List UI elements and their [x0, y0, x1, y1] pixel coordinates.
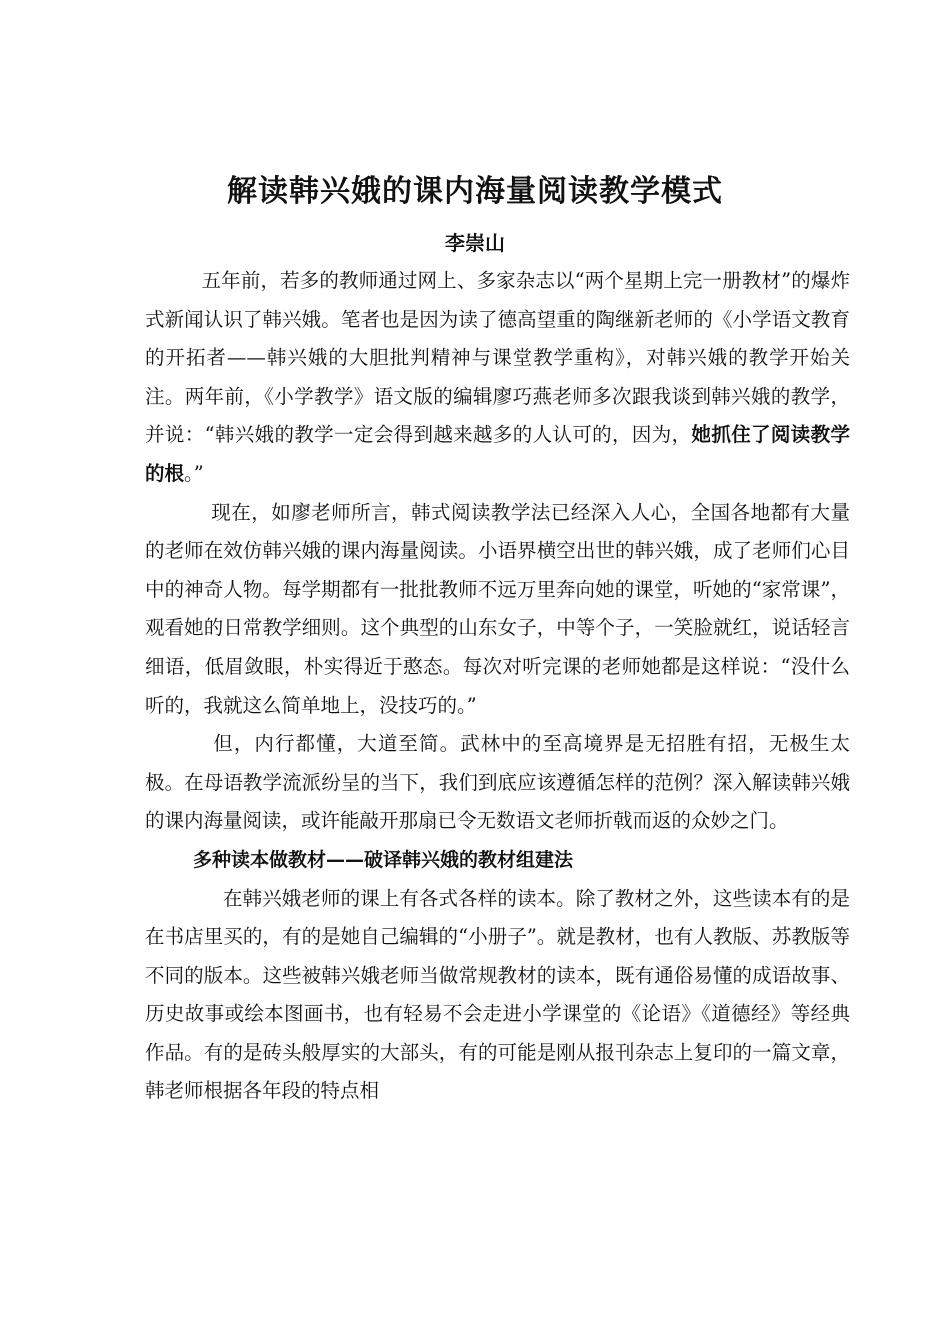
article-body: [145, 262, 850, 1111]
document-title: 解读韩兴娥的课内海量阅读教学模式: [227, 174, 723, 209]
paragraph-intro-closing: 。”: [184, 461, 204, 485]
paragraph-intro-text: 五年前，若多的教师通过网上、多家杂志以“两个星期上完一册教材”的爆炸式新闻认识了韩兴娥。笔者也是因为读了德高望重的陶继新老师的《小学语文教育的开拓者——韩兴娥的大胆批判精神与课堂教学重构》，对韩兴娥的教学开始关注。两年前，《小学教学》语文版的编辑廖巧燕老师多次跟我谈到韩兴娥的教学，并说：“韩兴娥的教学一定会得到越来越多的人认可的，因为，: [145, 269, 850, 447]
paragraph-intro: [145, 262, 850, 494]
paragraph-section: 在韩兴娥老师的课上有各式各样的读本。除了教材之外，这些读本有的是在书店里买的，有的是她自己编辑的“小册子”。就是教材，也有人教版、苏教版等不同的版本。这些被韩兴娥老师当做常规教材的读本，既有通俗易懂的成语故事、历史故事或绘本图画书，也有轻易不会走进小学课堂的《论语》《道德经》等经典作品。有的是砖头般厚实的大部头，有的可能是刚从报刊杂志上复印的一篇文章，韩老师根据各年段的特点相: [145, 886, 850, 1103]
paragraph-now: 现在，如廖老师所言，韩式阅读教学法已经深入人心，全国各地都有大量的老师在效仿韩兴娥的课内海量阅读。小语界横空出世的韩兴娥，成了老师们心目中的神奇人物。每学期都有一批批教师不远万里奔向她的课堂，听她的“家常课”，观看她的日常教学细则。这个典型的山东女子，中等个子，一笑脸就红，说话轻言细语，低眉敛眼，朴实得近于憨态。每次对听完课的老师她都是这样说：“没什么听的，我就这么简单地上，没技巧的。”: [145, 500, 850, 717]
emphasis-text: 她抓住了阅读教学的根: [145, 423, 850, 485]
section-heading: 多种读本做教材——破译韩兴娥的教材组建法: [193, 848, 574, 871]
author-name: 李崇山: [445, 231, 505, 255]
paragraph-wisdom: 但，内行都懂，大道至简。武林中的至高境界是无招胜有招，无极生太极。在母语教学流派纷呈的当下，我们到底应该遵循怎样的范例？深入解读韩兴娥的课内海量阅读，或许能敲开那扇已令无数语文老师折戟而返的众妙之门。: [145, 732, 850, 833]
